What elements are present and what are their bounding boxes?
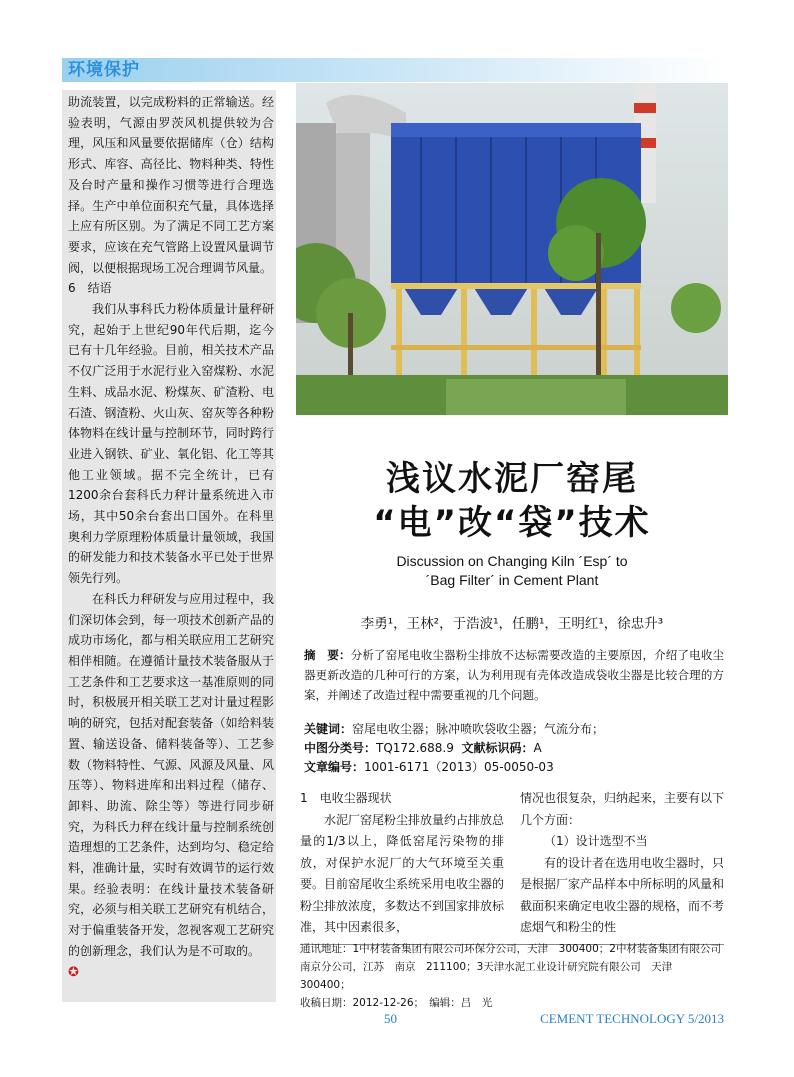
english-title-line: Discussion on Changing Kiln ´Esp´ to	[396, 553, 628, 569]
section-6-heading: 6 结语	[68, 281, 112, 296]
clc-value: TQ172.688.9	[376, 741, 454, 755]
article-number-label: 文章编号：	[304, 760, 365, 774]
doc-code-label: 文献标识码：	[461, 741, 534, 755]
english-title	[296, 552, 728, 590]
keywords-text: 窑尾电收尘器；脉冲喷吹袋收尘器；气流分布；	[352, 722, 605, 736]
journal-name: CEMENT TECHNOLOGY 5/2013	[540, 1011, 724, 1026]
page-number: 50	[384, 1011, 397, 1026]
sidebar-paragraph: 我们从事科氏力粉体质量计量秤研究，起始于上世纪90年代后期，迄今已有十几年经验。目前，相关技术产品不仅广泛用于水泥行业入窑煤粉、水泥生料、成品水泥、粉煤灰、矿渣粉、电石渣、钢渣粉、火山灰、窑灰等各种粉体物料在线计量与控制环节，同时跨行业进入钢铁、矿业、氧化铝、化工等其他工业领域。据不完全统计，已有1200余台套科氏力秤计量系统进入市场，其中50余台套出口国外。在科里奥利力学原理粉体质量计量领域，我国的研发能力和技术装备水平已处于世界领先行列。	[68, 302, 274, 586]
title-line: 浅议水泥厂窑尾	[386, 459, 638, 499]
classification	[304, 739, 724, 758]
body-paragraph: 水泥厂窑尾粉尘排放量约占排放总量的1/3以上，降低窑尾污染物的排放，对保护水泥厂的大气环境至关重要。目前窑尾收尘系统采用电收尘器的粉尘排放浓度，多数达不到国家排放标准，其中因素很多，	[300, 812, 505, 934]
doc-code-value: A	[533, 741, 542, 755]
article-number-value: 1001-6171（2013）05-0050-03	[364, 760, 554, 774]
abstract-text: 分析了窑尾电收尘器粉尘排放不达标需要改造的主要原因，介绍了电收尘器更新改造的几种可行的方案，认为利用现有壳体改造成袋收尘器是比较合理的方案，并阐述了改造过程中需要重视的几个问题。	[304, 648, 724, 702]
body-paragraph: 有的设计者在选用电收尘器时，只是根据厂家产品样本中所标明的风量和截面积来确定电收尘器的规格，而不考虑烟气和粉尘的性	[520, 855, 725, 934]
keywords-label: 关键词：	[304, 722, 353, 736]
title-line: “电”改“袋”技术	[373, 503, 651, 543]
english-title-line: ´Bag Filter´ in Cement Plant	[425, 572, 599, 588]
footnote-received: 收稿日期：2012-12-26； 编辑：吕 光	[300, 997, 493, 1009]
sidebar-text	[68, 92, 274, 983]
dust-collector-photo	[296, 83, 728, 415]
article-title	[296, 457, 728, 545]
section-header-bar	[62, 58, 724, 82]
body-column-left	[300, 788, 504, 939]
keywords	[304, 720, 724, 739]
article-number	[304, 758, 724, 777]
section-1-heading: 1 电收尘器现状	[300, 791, 392, 805]
body-paragraph: 情况也很复杂，归纳起来，主要有以下几个方面：	[520, 791, 725, 827]
clc-label: 中图分类号：	[304, 741, 377, 755]
footnote	[300, 940, 724, 1012]
sidebar-paragraph: 助流装置，以完成粉料的正常输送。经验表明，气源由罗茨风机提供较为合理，风压和风量要依据储库（仓）结构形式、库容、高径比、物料种类、特性及台时产量和操作习惯等进行合理选择。生产中单位面积充气量，具体选择上应有所区别。为了满足不同工艺方案要求，应该在充气管路上设置风量调节阀，以便根据现场工况合理调节风量。	[68, 95, 274, 275]
subsection-heading: （1）设计选型不当	[544, 834, 648, 848]
photo-illustration	[296, 83, 728, 415]
footnote-address: 通讯地址：1中材装备集团有限公司环保分公司，天津 300400；2中材装备集团有限公司南京分公司，江苏 南京 211100；3天津水泥工业设计研究院有限公司 天津 300400；	[300, 943, 721, 991]
abstract-label: 摘 要：	[304, 648, 351, 662]
abstract	[304, 645, 724, 705]
author-list: 李勇¹，王林²，于浩波¹，任鹏¹，王明红¹，徐忠升³	[360, 616, 664, 632]
sidebar-paragraph: 在科氏力秤研发与应用过程中，我们深切体会到，每一项技术创新产品的成功市场化，都与相关联应用工艺研究相伴相随。在遵循计量技术装备服从于工艺条件和工艺要求这一基准原则的同时，积极展开相关联工艺对计量过程影响的研究，包括对配套装备（如给料装置、输送设备、储料装备等）、工艺参数（物料特性、气源、风源及风量、风压等）、物料进库和出料过程（储存、卸料、助流、除尘等）等进行同步研究，为科氏力秤在线计量与控制系统创造理想的工艺条件，达到均匀、稳定给料，准确计量，实时有效调节的运行效果。经验表明：在线计量技术装备研究，必须与相关联工艺研究有机结合，对于偏重装备开发，忽视客观工艺研究的创新理念，我们认为是不可取的。	[68, 591, 274, 958]
body-column-right	[520, 788, 724, 939]
end-mark-icon: ✪	[68, 964, 79, 980]
section-title: 环境保护	[68, 60, 140, 80]
